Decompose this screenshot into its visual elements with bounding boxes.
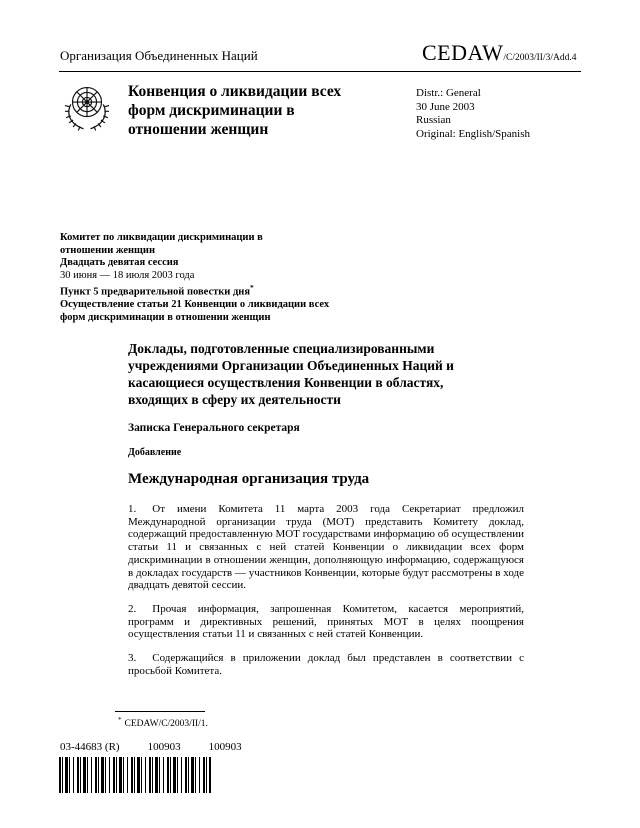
paragraph-3 (128, 652, 524, 677)
footer-code-1: 100903 (147, 741, 181, 753)
footnote (118, 716, 208, 729)
document-title: Доклады, подготовленные специализированными учреждениями Организации Объединенных Наций и касающиеся осуществления Конвенции в областях, входящих в сферу их деятельности (128, 341, 454, 407)
footer-symbols (60, 741, 242, 753)
original-line: Original: English/Spanish (416, 127, 530, 140)
paragraph-1-number: 1. (128, 503, 137, 515)
doc-symbol (422, 40, 577, 66)
footer-code-2: 100903 (208, 741, 242, 753)
distr-line: Distr.: General (416, 87, 481, 99)
paragraph-3-number: 3. (128, 652, 137, 665)
header-divider (59, 71, 581, 72)
agenda-subject: Осуществление статьи 21 Конвенции о ликвидации всех форм дискриминации в отношении женщин (60, 299, 330, 324)
footnote-text: CEDAW/C/2003/II/1. (124, 719, 208, 730)
paragraph-2 (128, 603, 524, 641)
agenda-item-label: Пункт 5 предварительной повестки дня (60, 286, 251, 298)
document-body (128, 340, 524, 688)
paragraph-1-text: От имени Комитета 11 марта 2003 года Секретариат предложил Международной организации труда (МОТ) представить Комитету доклад, содержащий предоставленную МОТ государствами информацию об осуществлении статьи 11 и связанных с ней статей Конвенции о ликвидации всех форм дискриминации в отношении женщин, дополняющую информацию, содержащуюся в докладах государств — участников Конвенции, которые будут рассмотрены в ходе двадцать девятой сессии. (128, 503, 524, 592)
note-title: Записка Генерального секретаря (128, 422, 300, 434)
doc-symbol-main: CEDAW (422, 40, 504, 65)
session-title: Двадцать девятая сессия (60, 257, 179, 269)
paragraph-2-number: 2. (128, 602, 137, 615)
date-line: 30 June 2003 (416, 100, 475, 113)
paragraph-3-text: Содержащийся в приложении доклад был представлен в соответствии с просьбой Комитета. (128, 652, 524, 677)
agenda-item (60, 282, 342, 299)
paragraph-1 (128, 503, 524, 592)
addendum-label: Добавление (128, 447, 182, 458)
section-title: Международная организация труда (128, 471, 370, 487)
footnote-marker: * (118, 716, 122, 724)
un-emblem-icon (58, 80, 116, 138)
doc-symbol-suffix: /C/2003/II/3/Add.4 (503, 53, 577, 63)
paragraph-2-text: Прочая информация, запрошенная Комитетом, касается мероприятий, программ и директивных решений, принятых МОТ в целях поощрения осуществления статьи 11 и связанных с ней статей Конвенции. (128, 602, 524, 641)
session-dates: 30 июня — 18 июля 2003 года (60, 269, 195, 281)
committee-block (60, 232, 342, 325)
org-name: Организация Объединенных Наций (60, 48, 258, 63)
job-number: 03-44683 (R) (60, 741, 120, 753)
footnote-divider (115, 711, 205, 712)
committee-name: Комитет по ликвидации дискриминации в отношении женщин (60, 232, 263, 256)
distribution-block (416, 87, 530, 141)
convention-title: Конвенция о ликвидации всех форм дискриминации в отношении женщин (128, 83, 342, 138)
language-line: Russian (416, 114, 451, 126)
barcode (59, 757, 211, 793)
agenda-footnote-ref: * (250, 283, 254, 293)
